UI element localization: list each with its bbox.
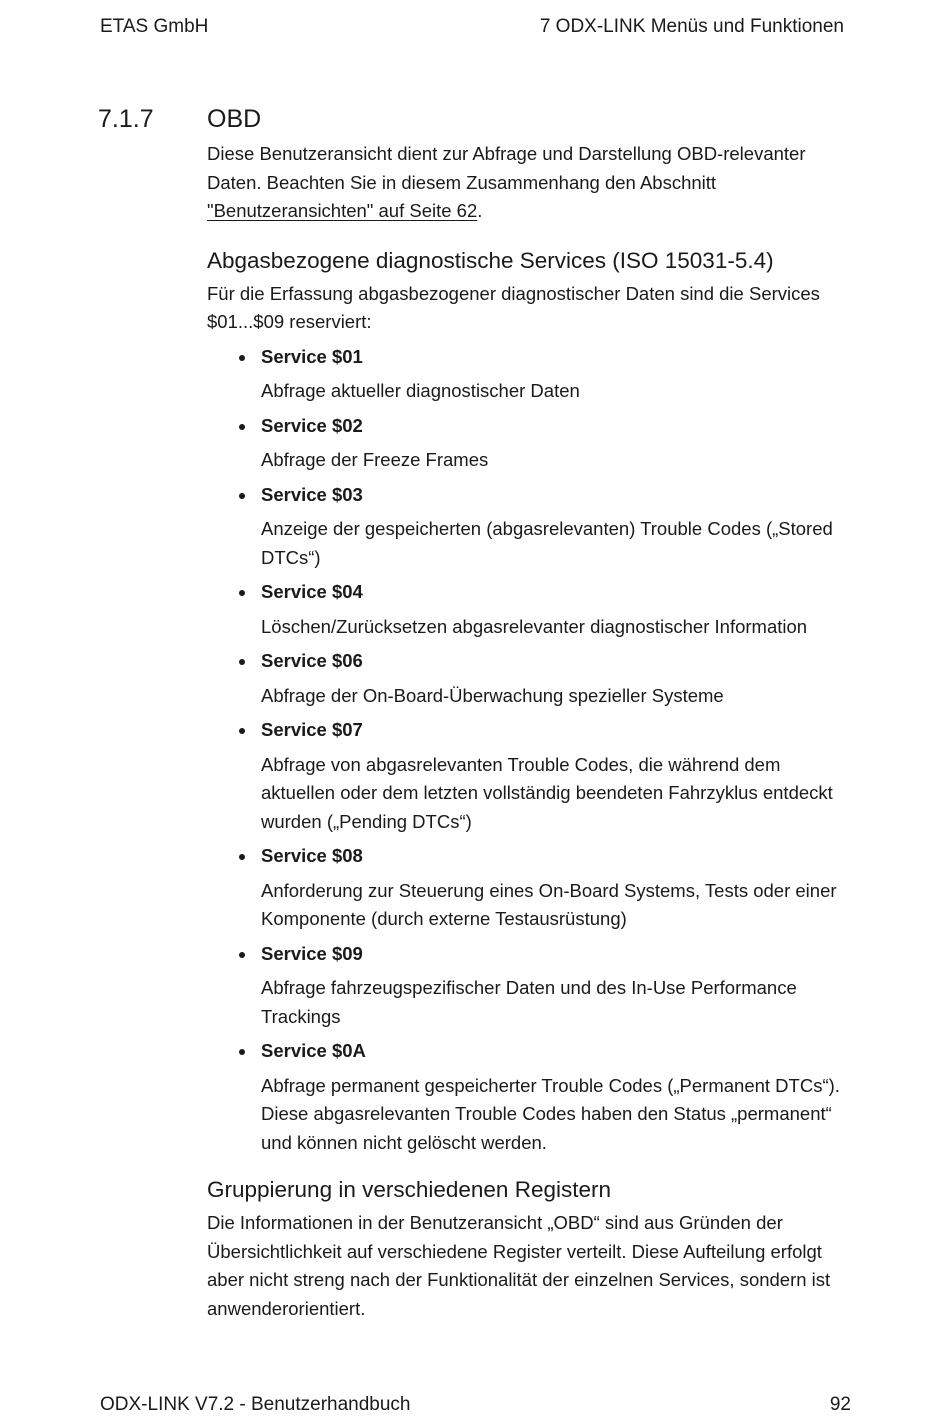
intro-end: . [477, 200, 483, 221]
service-description: Abfrage permanent gespeicherter Trouble Codes („Permanent DTCs“). Diese abgasrelevanten Trouble Codes haben den Status „permanent“ und können nicht gelöscht werden. [261, 1074, 840, 1153]
service-description: Abfrage aktueller diagnostischer Daten [261, 380, 580, 401]
service-list-item [261, 716, 857, 836]
page-number: 92 [829, 1394, 851, 1415]
footer-manual-title: ODX-LINK V7.2 - Benutzerhandbuch [100, 1394, 411, 1415]
bullet-icon [239, 424, 245, 430]
services-list [207, 343, 857, 1158]
intro-text: Diese Benutzeransicht dient zur Abfrage und Darstellung OBD-relevanter Daten. Beachten Sie in diesem Zusammenhang den Abschnitt [207, 143, 806, 193]
service-description: Abfrage von abgasrelevanten Trouble Codes, die während dem aktuellen oder dem letzten vollständig beendeten Fahrzyklus entdeckt wurden („Pending DTCs“) [261, 753, 833, 832]
service-name: Service $09 [261, 942, 363, 964]
service-list-item [261, 647, 857, 710]
bullet-icon [239, 728, 245, 734]
service-description: Abfrage der On-Board-Überwachung spezieller Systeme [261, 684, 724, 706]
service-list-item [261, 1037, 857, 1157]
service-name: Service $02 [261, 414, 363, 436]
service-description: Anzeige der gespeicherten (abgasrelevanten) Trouble Codes („Stored DTCs“) [261, 518, 833, 568]
service-name: Service $07 [261, 719, 363, 740]
grouping-paragraph: Die Informationen in der Benutzeransicht „OBD“ sind aus Gründen der Übersichtlichkeit auf verschiedene Register verteilt. Diese Aufteilung erfolgt aber nicht streng nach der Funktionalität der einzelnen Services, sondern ist anwenderorientiert. [207, 1212, 831, 1319]
service-description: Abfrage fahrzeugspezifischer Daten und des In-Use Performance Trackings [261, 977, 797, 1027]
intro-paragraph [207, 140, 857, 226]
service-list-item [261, 940, 857, 1032]
service-name: Service $01 [261, 345, 363, 367]
section-title: OBD [207, 105, 262, 133]
service-description: Abfrage der Freeze Frames [261, 449, 489, 470]
cross-reference-link[interactable]: "Benutzeransichten" auf Seite 62 [207, 200, 478, 221]
bullet-icon [239, 590, 245, 596]
bullet-icon [239, 659, 245, 665]
bullet-icon [239, 493, 245, 499]
service-name: Service $06 [261, 650, 363, 671]
section-number: 7.1.7 [98, 105, 154, 133]
service-name: Service $0A [261, 1040, 366, 1061]
service-list-item [261, 842, 857, 934]
main-content [207, 140, 857, 1323]
service-list-item [261, 578, 857, 641]
header-chapter: 7 ODX-LINK Menüs und Funktionen [539, 16, 844, 37]
service-list-item [261, 412, 857, 475]
bullet-icon [239, 854, 245, 860]
bullet-icon [239, 355, 245, 361]
subsection-title-services: Abgasbezogene diagnostische Services (ISO 15031-5.4) [207, 247, 774, 273]
subsection-title-grouping: Gruppierung in verschiedenen Registern [207, 1177, 611, 1202]
services-intro-paragraph: Für die Erfassung abgasbezogener diagnostischer Daten sind die Services $01...$09 reserviert: [207, 282, 820, 332]
bullet-icon [239, 952, 245, 958]
service-name: Service $04 [261, 581, 363, 602]
service-name: Service $03 [261, 483, 363, 505]
header-company: ETAS GmbH [100, 16, 209, 37]
service-list-item [261, 481, 857, 573]
service-description: Löschen/Zurücksetzen abgasrelevanter diagnostischer Information [261, 615, 808, 637]
service-name: Service $08 [261, 845, 363, 866]
bullet-icon [239, 1049, 245, 1055]
service-list-item [261, 343, 857, 406]
service-description: Anforderung zur Steuerung eines On-Board Systems, Tests oder einer Komponente (durch externe Testausrüstung) [261, 879, 837, 929]
